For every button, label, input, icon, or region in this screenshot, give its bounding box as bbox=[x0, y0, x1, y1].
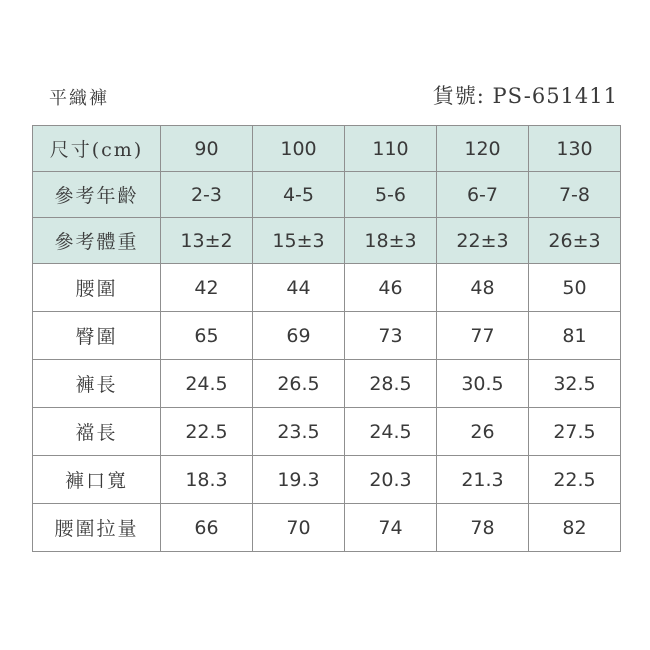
table-row-waist-stretch bbox=[33, 504, 621, 552]
table-cell: 81 bbox=[529, 312, 621, 360]
table-row-rise-length bbox=[33, 408, 621, 456]
table-cell: 32.5 bbox=[529, 360, 621, 408]
table-cell: 22±3 bbox=[437, 218, 529, 264]
table-cell: 90 bbox=[161, 126, 253, 172]
table-cell: 26 bbox=[437, 408, 529, 456]
table-row-size bbox=[33, 126, 621, 172]
page-header bbox=[0, 80, 650, 116]
table-cell: 82 bbox=[529, 504, 621, 552]
row-label: 褲長 bbox=[33, 360, 161, 408]
row-label: 腰圍 bbox=[33, 264, 161, 312]
table-cell: 44 bbox=[253, 264, 345, 312]
table-row-leg-opening bbox=[33, 456, 621, 504]
table-cell: 6-7 bbox=[437, 172, 529, 218]
table-cell: 46 bbox=[345, 264, 437, 312]
table-cell: 23.5 bbox=[253, 408, 345, 456]
table-cell: 120 bbox=[437, 126, 529, 172]
table-cell: 4-5 bbox=[253, 172, 345, 218]
row-label: 襠長 bbox=[33, 408, 161, 456]
table-cell: 78 bbox=[437, 504, 529, 552]
table-row-waist bbox=[33, 264, 621, 312]
row-label: 腰圍拉量 bbox=[33, 504, 161, 552]
table-cell: 22.5 bbox=[529, 456, 621, 504]
product-title: 平織褲 bbox=[49, 88, 109, 109]
table-cell: 42 bbox=[161, 264, 253, 312]
table-row-age bbox=[33, 172, 621, 218]
row-label: 褲口寬 bbox=[33, 456, 161, 504]
table-cell: 65 bbox=[161, 312, 253, 360]
table-row-pants-length bbox=[33, 360, 621, 408]
table-cell: 7-8 bbox=[529, 172, 621, 218]
product-sku: 貨號: PS-651411 bbox=[432, 84, 618, 108]
table-cell: 24.5 bbox=[345, 408, 437, 456]
table-cell: 18.3 bbox=[161, 456, 253, 504]
table-cell: 28.5 bbox=[345, 360, 437, 408]
table-cell: 73 bbox=[345, 312, 437, 360]
table-cell: 21.3 bbox=[437, 456, 529, 504]
table-cell: 66 bbox=[161, 504, 253, 552]
table-cell: 50 bbox=[529, 264, 621, 312]
table-cell: 15±3 bbox=[253, 218, 345, 264]
table-cell: 26±3 bbox=[529, 218, 621, 264]
table-cell: 100 bbox=[253, 126, 345, 172]
table-cell: 77 bbox=[437, 312, 529, 360]
table-cell: 48 bbox=[437, 264, 529, 312]
size-chart-table bbox=[32, 125, 621, 552]
table-row-hip bbox=[33, 312, 621, 360]
table-cell: 22.5 bbox=[161, 408, 253, 456]
table-cell: 69 bbox=[253, 312, 345, 360]
table-cell: 5-6 bbox=[345, 172, 437, 218]
row-label: 尺寸(cm) bbox=[33, 126, 161, 172]
table-cell: 30.5 bbox=[437, 360, 529, 408]
table-cell: 18±3 bbox=[345, 218, 437, 264]
table-cell: 74 bbox=[345, 504, 437, 552]
table-cell: 70 bbox=[253, 504, 345, 552]
table-cell: 2-3 bbox=[161, 172, 253, 218]
table-cell: 20.3 bbox=[345, 456, 437, 504]
table-row-weight bbox=[33, 218, 621, 264]
table-cell: 19.3 bbox=[253, 456, 345, 504]
row-label: 參考年齡 bbox=[33, 172, 161, 218]
table-cell: 130 bbox=[529, 126, 621, 172]
row-label: 參考體重 bbox=[33, 218, 161, 264]
table-cell: 24.5 bbox=[161, 360, 253, 408]
table-cell: 27.5 bbox=[529, 408, 621, 456]
row-label: 臀圍 bbox=[33, 312, 161, 360]
table-cell: 13±2 bbox=[161, 218, 253, 264]
table-cell: 110 bbox=[345, 126, 437, 172]
table-cell: 26.5 bbox=[253, 360, 345, 408]
